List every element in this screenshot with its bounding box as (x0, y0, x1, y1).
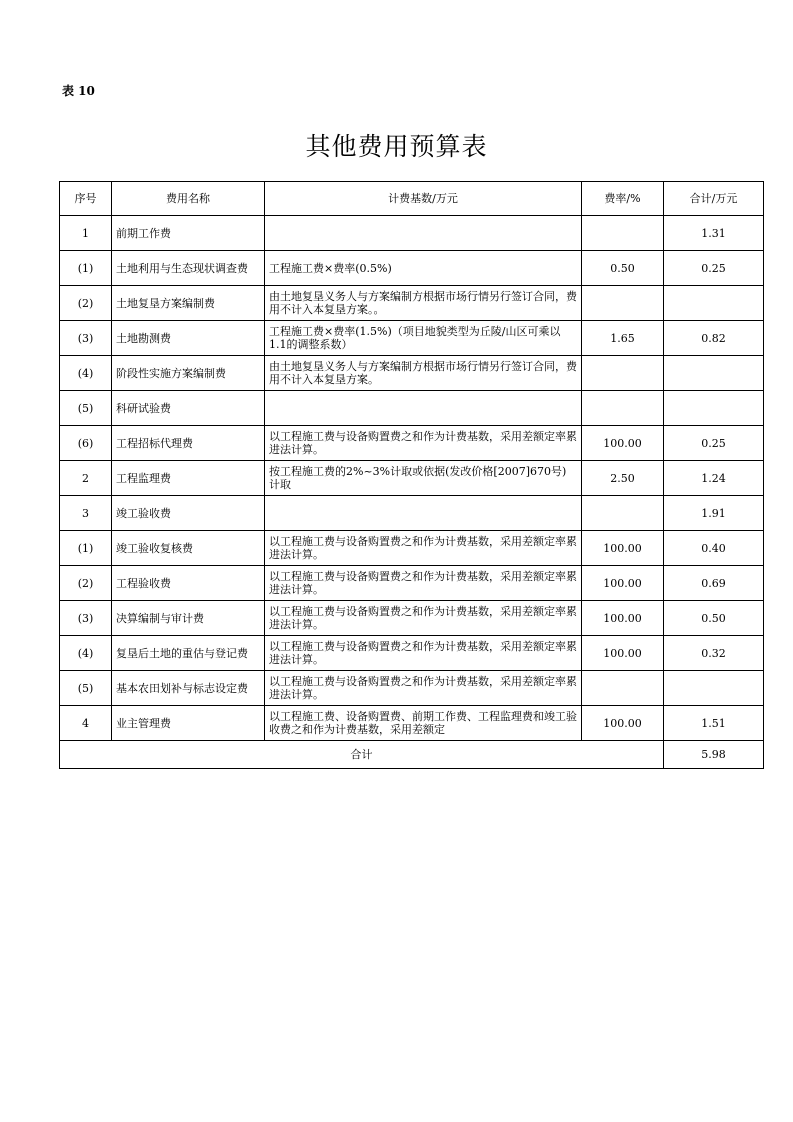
grand-total-label: 合计 (60, 741, 664, 769)
row-name: 基本农田划补与标志设定费 (112, 671, 265, 706)
row-total: 0.40 (664, 531, 764, 566)
row-no: (3) (60, 321, 112, 356)
page-title: 其他费用预算表 (305, 132, 488, 161)
table-row (60, 636, 764, 671)
row-name: 工程监理费 (112, 461, 265, 496)
row-rate (582, 671, 664, 706)
row-name: 土地复垦方案编制费 (112, 286, 265, 321)
row-name: 阶段性实施方案编制费 (112, 356, 265, 391)
table-row (60, 531, 764, 566)
row-rate: 100.00 (582, 566, 664, 601)
row-no: (2) (60, 566, 112, 601)
row-basis: 以工程施工费与设备购置费之和作为计费基数，采用差额定率累进法计算。 (265, 671, 582, 706)
row-name: 竣工验收复核费 (112, 531, 265, 566)
row-no: (3) (60, 601, 112, 636)
row-no: (6) (60, 426, 112, 461)
row-basis: 由土地复垦义务人与方案编制方根据市场行情另行签订合同，费用不计入本复垦方案。 (265, 356, 582, 391)
table-row (60, 286, 764, 321)
row-name: 竣工验收费 (112, 496, 265, 531)
header-name: 费用名称 (112, 182, 265, 216)
row-rate (582, 356, 664, 391)
row-basis (265, 496, 582, 531)
row-basis: 以工程施工费与设备购置费之和作为计费基数，采用差额定率累进法计算。 (265, 601, 582, 636)
row-no: 4 (60, 706, 112, 741)
row-rate (582, 286, 664, 321)
table-row (60, 601, 764, 636)
row-basis: 工程施工费×费率(1.5%)（项目地貌类型为丘陵/山区可乘以1.1的调整系数） (265, 321, 582, 356)
header-total: 合计/万元 (664, 182, 764, 216)
row-basis: 以工程施工费与设备购置费之和作为计费基数，采用差额定率累进法计算。 (265, 566, 582, 601)
table-row (60, 461, 764, 496)
header-rate: 费率/% (582, 182, 664, 216)
table-row (60, 321, 764, 356)
row-basis: 由土地复垦义务人与方案编制方根据市场行情另行签订合同，费用不计入本复垦方案。。 (265, 286, 582, 321)
row-no: 2 (60, 461, 112, 496)
row-basis: 以工程施工费与设备购置费之和作为计费基数，采用差额定率累进法计算。 (265, 426, 582, 461)
header-basis: 计费基数/万元 (265, 182, 582, 216)
row-rate: 0.50 (582, 251, 664, 286)
row-total (664, 391, 764, 426)
row-name: 复垦后土地的重估与登记费 (112, 636, 265, 671)
row-total: 0.25 (664, 426, 764, 461)
grand-total-value: 5.98 (664, 741, 764, 769)
row-name: 工程验收费 (112, 566, 265, 601)
budget-table (59, 181, 764, 769)
row-total: 0.25 (664, 251, 764, 286)
row-total (664, 671, 764, 706)
row-total: 0.82 (664, 321, 764, 356)
grand-total-row (60, 741, 764, 769)
row-total: 1.24 (664, 461, 764, 496)
row-no: 3 (60, 496, 112, 531)
row-no: (2) (60, 286, 112, 321)
row-total (664, 286, 764, 321)
row-basis: 以工程施工费、设备购置费、前期工作费、工程监理费和竣工验收费之和作为计费基数，采用差额定 (265, 706, 582, 741)
table-row (60, 216, 764, 251)
row-total: 0.69 (664, 566, 764, 601)
row-name: 业主管理费 (112, 706, 265, 741)
table-number-label: 表 10 (62, 84, 95, 98)
row-basis: 以工程施工费与设备购置费之和作为计费基数，采用差额定率累进法计算。 (265, 531, 582, 566)
row-rate (582, 216, 664, 251)
row-rate: 100.00 (582, 426, 664, 461)
row-rate (582, 391, 664, 426)
row-total: 0.32 (664, 636, 764, 671)
row-basis: 以工程施工费与设备购置费之和作为计费基数，采用差额定率累进法计算。 (265, 636, 582, 671)
row-basis (265, 216, 582, 251)
row-total: 1.51 (664, 706, 764, 741)
row-no: (1) (60, 251, 112, 286)
table-row (60, 356, 764, 391)
table-row (60, 566, 764, 601)
row-total: 1.91 (664, 496, 764, 531)
table-row (60, 251, 764, 286)
row-name: 科研试验费 (112, 391, 265, 426)
row-rate: 100.00 (582, 531, 664, 566)
row-no: (4) (60, 356, 112, 391)
row-basis: 按工程施工费的2%~3%计取或依据(发改价格[2007]670号)计取 (265, 461, 582, 496)
row-rate (582, 496, 664, 531)
row-no: (1) (60, 531, 112, 566)
row-basis (265, 391, 582, 426)
row-rate: 100.00 (582, 601, 664, 636)
row-rate: 2.50 (582, 461, 664, 496)
row-rate: 100.00 (582, 706, 664, 741)
table-row (60, 671, 764, 706)
row-no: (5) (60, 391, 112, 426)
row-name: 工程招标代理费 (112, 426, 265, 461)
table-header-row (60, 182, 764, 216)
table-row (60, 426, 764, 461)
row-rate: 100.00 (582, 636, 664, 671)
row-name: 土地利用与生态现状调查费 (112, 251, 265, 286)
row-total: 0.50 (664, 601, 764, 636)
row-name: 前期工作费 (112, 216, 265, 251)
table-row (60, 706, 764, 741)
row-no: (5) (60, 671, 112, 706)
row-total (664, 356, 764, 391)
row-no: 1 (60, 216, 112, 251)
row-name: 土地勘测费 (112, 321, 265, 356)
header-no: 序号 (60, 182, 112, 216)
row-rate: 1.65 (582, 321, 664, 356)
row-total: 1.31 (664, 216, 764, 251)
table-row (60, 496, 764, 531)
row-no: (4) (60, 636, 112, 671)
row-basis: 工程施工费×费率(0.5%) (265, 251, 582, 286)
row-name: 决算编制与审计费 (112, 601, 265, 636)
table-row (60, 391, 764, 426)
